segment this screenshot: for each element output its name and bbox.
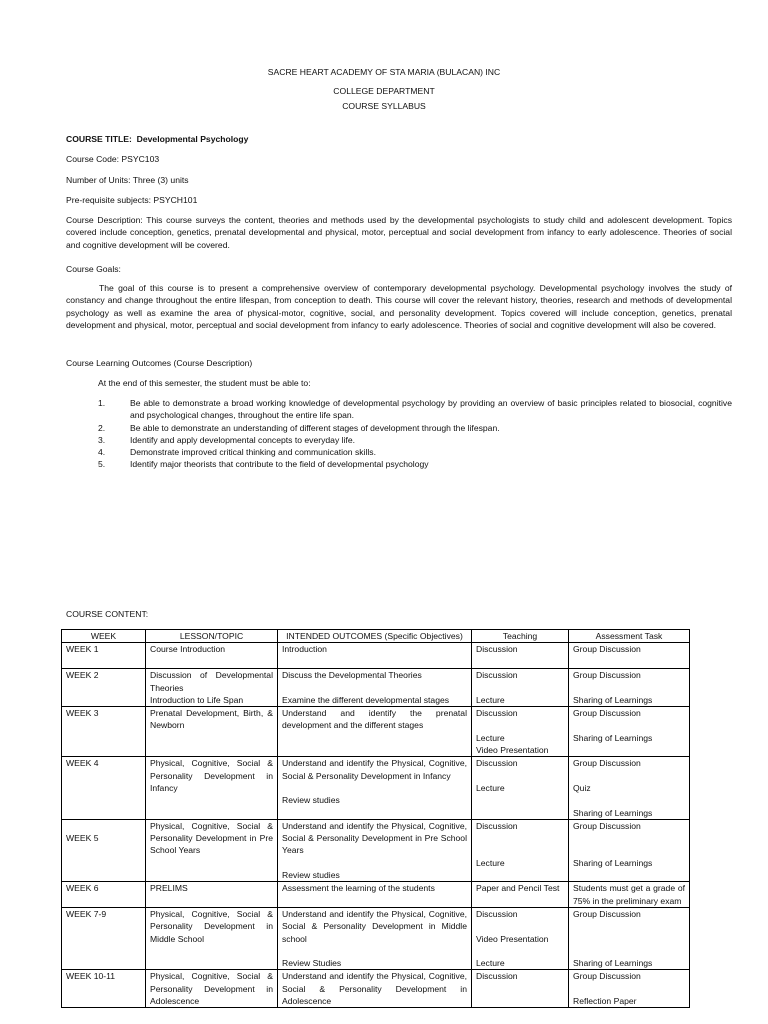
- table-header-row: [62, 630, 690, 643]
- cell-teaching: Discussion: [472, 643, 569, 669]
- cell-teaching: Discussion Lecture Video Presentation: [472, 707, 569, 757]
- cell-outcome: Understand and identify the Physical, Cognitive, Social & Personality Development in Middle school Review Studies: [278, 907, 472, 969]
- cell-teaching: Discussion Lecture: [472, 819, 569, 881]
- outcome-item: 4. Demonstrate improved critical thinking and communication skills.: [98, 447, 376, 458]
- cell-topic: Physical, Cognitive, Social & Personality Development in Adolescence: [146, 970, 278, 1008]
- cell-assessment: Group Discussion Sharing of Learnings: [569, 669, 690, 707]
- course-goals-text: The goal of this course is to present a comprehensive overview of contemporary developmental psychology. Developmental psychology involves the study of constancy and change throughout the entire lifespan, from conception to death. This course will cover the relevant history, theories, research and methods of developmental psychology as well as examine the area of physical-motor, cognitive, social, and personality development. Topics covered will include conception, genetics, prenatal development and physical, motor, perceptual and social development from infancy to early adolescence. Theories of social and cognitive development will also be covered.: [66, 283, 732, 330]
- cell-topic: PRELIMS: [146, 882, 278, 908]
- table-row: [62, 819, 690, 881]
- cell-week: WEEK 3: [62, 707, 146, 757]
- table-row: [62, 707, 690, 757]
- cell-topic: Course Introduction: [146, 643, 278, 669]
- course-content-label: COURSE CONTENT:: [66, 609, 149, 619]
- cell-topic: Physical, Cognitive, Social & Personality Development in Middle School: [146, 907, 278, 969]
- outcome-item: 3. Identify and apply developmental concepts to everyday life.: [98, 434, 356, 445]
- cell-teaching: Discussion Lecture: [472, 757, 569, 819]
- school-name: SACRE HEART ACADEMY OF STA MARIA (BULACAN) INC: [267, 67, 501, 77]
- learning-outcomes-label: Course Learning Outcomes (Course Description): [66, 358, 253, 368]
- table-row: [62, 643, 690, 669]
- table-row: [62, 882, 690, 908]
- department-name: COLLEGE DEPARTMENT: [333, 86, 435, 96]
- cell-assessment: Group Discussion Sharing of Learnings: [569, 819, 690, 881]
- outcome-item: 1. Be able to demonstrate a broad working knowledge of developmental psychology by providing an overview of basic principles related to biosocial, cognitive and psychological changes, throughout the entire life span.: [98, 398, 732, 421]
- course-content-table: [61, 629, 690, 1008]
- table-row: [62, 757, 690, 819]
- cell-topic: Physical, Cognitive, Social & Personality Development in Pre School Years: [146, 819, 278, 881]
- cell-week: WEEK 7-9: [62, 907, 146, 969]
- course-prerequisite: Pre-requisite subjects: PSYCH101: [66, 195, 198, 205]
- table-row: [62, 907, 690, 969]
- course-goals-label: Course Goals:: [66, 264, 121, 274]
- cell-assessment: Students must get a grade of 75% in the preliminary exam: [569, 882, 690, 908]
- header-intended-outcomes: INTENDED OUTCOMES (Specific Objectives): [278, 630, 472, 643]
- cell-assessment: Group Discussion Quiz Sharing of Learnings: [569, 757, 690, 819]
- cell-assessment: Group Discussion Reflection Paper: [569, 970, 690, 1008]
- cell-teaching: Discussion Video Presentation Lecture: [472, 907, 569, 969]
- cell-week: WEEK 2: [62, 669, 146, 707]
- outcome-item: 5. Identify major theorists that contribute to the field of developmental psychology: [98, 459, 429, 470]
- cell-week: WEEK 6: [62, 882, 146, 908]
- course-title: [66, 133, 732, 145]
- learning-outcomes-intro: At the end of this semester, the student must be able to:: [98, 378, 311, 388]
- course-description: Course Description: This course surveys the content, theories and methods used by the developmental psychologists to study child and adolescent development. Topics covered include conception, genetics, prenatal developmental and physical, motor, perceptual and social development from infancy to early adolescence. Theories of social and cognitive development will be covered.: [66, 215, 732, 250]
- cell-outcome: Understand and identify the prenatal development and the different stages: [278, 707, 472, 757]
- cell-teaching: Discussion: [472, 970, 569, 1008]
- outcome-item: 2. Be able to demonstrate an understanding of different stages of development through the lifespan.: [98, 422, 500, 433]
- learning-outcomes-list: [98, 397, 732, 471]
- cell-topic: Discussion of Developmental Theories Introduction to Life Span: [146, 669, 278, 707]
- course-units: Number of Units: Three (3) units: [66, 175, 189, 185]
- cell-outcome: Understand and identify the Physical, Cognitive, Social & Personality Development in Pre School Years Review studies: [278, 819, 472, 881]
- table-row: [62, 970, 690, 1008]
- cell-teaching: Discussion Lecture: [472, 669, 569, 707]
- cell-outcome: Understand and identify the Physical, Cognitive, Social & Personality Development in Infancy Review studies: [278, 757, 472, 819]
- header-week: WEEK: [62, 630, 146, 643]
- header-assessment-task: Assessment Task: [569, 630, 690, 643]
- header-teaching: Teaching: [472, 630, 569, 643]
- cell-outcome: Introduction: [278, 643, 472, 669]
- cell-outcome: Discuss the Developmental Theories Examine the different developmental stages: [278, 669, 472, 707]
- course-code: Course Code: PSYC103: [66, 154, 160, 164]
- course-title-label: COURSE TITLE:: [66, 134, 132, 144]
- cell-outcome: Assessment the learning of the students: [278, 882, 472, 908]
- cell-week: WEEK 5: [62, 819, 146, 881]
- cell-week: WEEK 10-11: [62, 970, 146, 1008]
- cell-assessment: Group Discussion Sharing of Learnings: [569, 907, 690, 969]
- cell-outcome: Understand and identify the Physical, Cognitive, Social & Personality Development in Adolescence: [278, 970, 472, 1008]
- course-title-value: Developmental Psychology: [136, 134, 249, 144]
- cell-assessment: Group Discussion Sharing of Learnings: [569, 707, 690, 757]
- cell-week: WEEK 4: [62, 757, 146, 819]
- document-type: COURSE SYLLABUS: [342, 101, 426, 111]
- cell-teaching: Paper and Pencil Test: [472, 882, 569, 908]
- cell-topic: Physical, Cognitive, Social & Personality Development in Infancy: [146, 757, 278, 819]
- cell-topic: Prenatal Development, Birth, & Newborn: [146, 707, 278, 757]
- cell-week: WEEK 1: [62, 643, 146, 669]
- header-lesson-topic: LESSON/TOPIC: [146, 630, 278, 643]
- table-row: [62, 669, 690, 707]
- cell-assessment: Group Discussion: [569, 643, 690, 669]
